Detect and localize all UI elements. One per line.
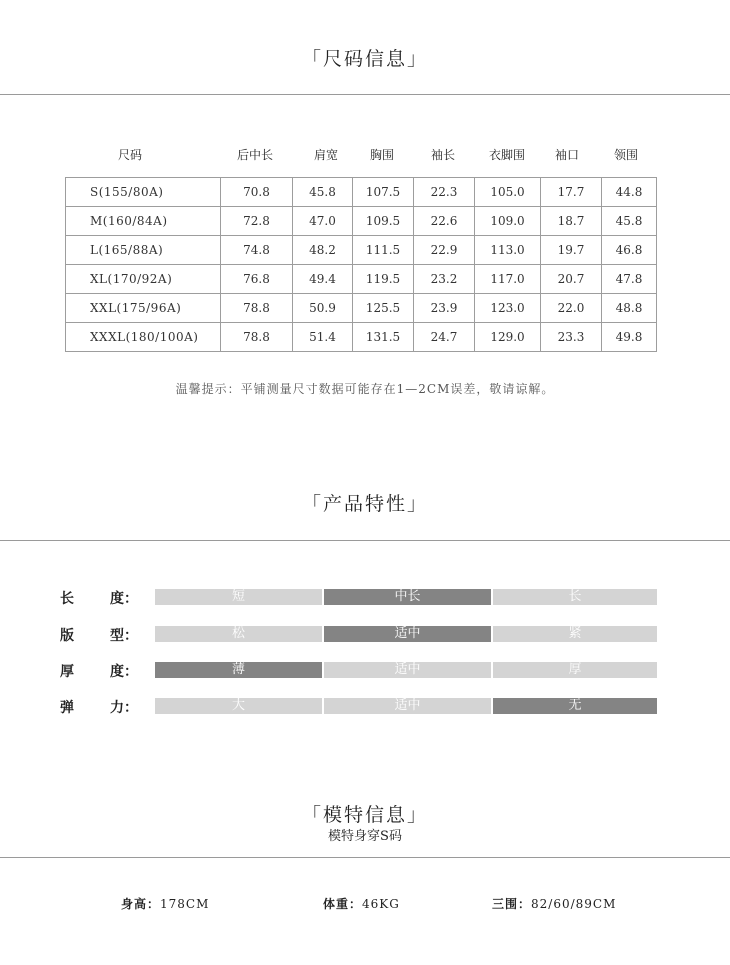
measurement-cell: 45.8: [293, 178, 353, 207]
measurement-cell: 23.2: [414, 265, 475, 294]
measurement-cell: 45.8: [602, 207, 657, 236]
table-row: [66, 265, 657, 294]
size-name-cell: XXL(175/96A): [66, 294, 221, 323]
size-name-cell: S(155/80A): [66, 178, 221, 207]
feature-option: 厚: [493, 662, 657, 678]
feature-label-first: 版: [60, 628, 74, 644]
feature-label-second: 型：: [110, 628, 138, 644]
measurement-cell: 44.8: [602, 178, 657, 207]
measurement-cell: 46.8: [602, 236, 657, 265]
weight-label: 体重：: [323, 897, 363, 911]
measurement-cell: 51.4: [293, 323, 353, 352]
measurement-cell: 17.7: [541, 178, 602, 207]
feature-option: 紧: [493, 626, 657, 642]
measure-label: 三围：: [492, 897, 532, 911]
model-weight: [323, 895, 400, 912]
measurement-cell: 105.0: [475, 178, 541, 207]
height-value: 178CM: [160, 897, 210, 911]
divider: [0, 540, 730, 541]
feature-option-selected: 无: [493, 698, 657, 714]
measurement-cell: 78.8: [221, 323, 293, 352]
feature-row: [0, 698, 730, 714]
feature-row: [0, 589, 730, 605]
table-row: [66, 207, 657, 236]
column-header: 领围: [613, 148, 638, 162]
measurement-cell: 125.5: [353, 294, 414, 323]
model-section-title: 「模特信息」: [301, 804, 428, 826]
measurement-cell: 129.0: [475, 323, 541, 352]
measurement-cell: 23.9: [414, 294, 475, 323]
measurement-cell: 23.3: [541, 323, 602, 352]
feature-label-second: 力：: [110, 700, 138, 716]
feature-option: 长: [493, 589, 657, 605]
measurement-cell: 20.7: [541, 265, 602, 294]
column-header: 袖口: [554, 148, 579, 162]
size-name-cell: L(165/88A): [66, 236, 221, 265]
table-row: [66, 323, 657, 352]
feature-row: [0, 662, 730, 678]
size-name-cell: XL(170/92A): [66, 265, 221, 294]
measurement-cell: 48.8: [602, 294, 657, 323]
column-header: 胸围: [369, 148, 394, 162]
feature-label-second: 度：: [110, 664, 138, 680]
table-row: [66, 236, 657, 265]
measurement-cell: 47.8: [602, 265, 657, 294]
measurement-cell: 19.7: [541, 236, 602, 265]
feature-option-selected: 适中: [324, 626, 491, 642]
feature-option-selected: 中长: [324, 589, 491, 605]
size-table: [65, 177, 657, 352]
size-name-cell: M(160/84A): [66, 207, 221, 236]
measurement-cell: 22.3: [414, 178, 475, 207]
feature-section-title: 「产品特性」: [301, 493, 428, 515]
size-tip: 温馨提示：平铺测量尺寸数据可能存在1—2CM误差，敬请谅解。: [175, 382, 555, 396]
feature-option-selected: 薄: [155, 662, 322, 678]
measurement-cell: 74.8: [221, 236, 293, 265]
measurement-cell: 22.6: [414, 207, 475, 236]
divider: [0, 94, 730, 95]
measurement-cell: 109.5: [353, 207, 414, 236]
model-subtitle: 模特身穿S码: [328, 829, 402, 844]
measurement-cell: 49.8: [602, 323, 657, 352]
size-name-cell: XXXL(180/100A): [66, 323, 221, 352]
column-header: 尺码: [117, 148, 142, 162]
weight-value: 46KG: [362, 897, 400, 911]
measurement-cell: 78.8: [221, 294, 293, 323]
measurement-cell: 22.0: [541, 294, 602, 323]
measurement-cell: 117.0: [475, 265, 541, 294]
measurement-cell: 131.5: [353, 323, 414, 352]
measurement-cell: 72.8: [221, 207, 293, 236]
measurement-cell: 113.0: [475, 236, 541, 265]
measure-value: 82/60/89CM: [531, 897, 617, 911]
measurement-cell: 123.0: [475, 294, 541, 323]
feature-option: 短: [155, 589, 322, 605]
measurement-cell: 111.5: [353, 236, 414, 265]
feature-label-first: 弹: [60, 700, 74, 716]
measurement-cell: 24.7: [414, 323, 475, 352]
feature-option: 适中: [324, 662, 491, 678]
column-header: 衣脚围: [488, 148, 525, 162]
measurement-cell: 47.0: [293, 207, 353, 236]
feature-label-first: 长: [60, 591, 74, 607]
column-header: 后中长: [236, 148, 273, 162]
table-row: [66, 178, 657, 207]
measurement-cell: 48.2: [293, 236, 353, 265]
feature-label-first: 厚: [60, 664, 74, 680]
column-header: 袖长: [430, 148, 455, 162]
column-header: 肩宽: [313, 148, 338, 162]
feature-row: [0, 626, 730, 642]
feature-option: 松: [155, 626, 322, 642]
divider: [0, 857, 730, 858]
model-height: [121, 895, 209, 912]
size-table-header: [0, 146, 730, 164]
measurement-cell: 119.5: [353, 265, 414, 294]
model-measurements: [492, 895, 616, 912]
measurement-cell: 76.8: [221, 265, 293, 294]
feature-option: 大: [155, 698, 322, 714]
measurement-cell: 70.8: [221, 178, 293, 207]
measurement-cell: 22.9: [414, 236, 475, 265]
table-row: [66, 294, 657, 323]
measurement-cell: 109.0: [475, 207, 541, 236]
height-label: 身高：: [121, 897, 161, 911]
feature-option: 适中: [324, 698, 491, 714]
measurement-cell: 50.9: [293, 294, 353, 323]
measurement-cell: 18.7: [541, 207, 602, 236]
size-section-title: 「尺码信息」: [301, 48, 428, 70]
measurement-cell: 49.4: [293, 265, 353, 294]
measurement-cell: 107.5: [353, 178, 414, 207]
feature-label-second: 度：: [110, 591, 138, 607]
